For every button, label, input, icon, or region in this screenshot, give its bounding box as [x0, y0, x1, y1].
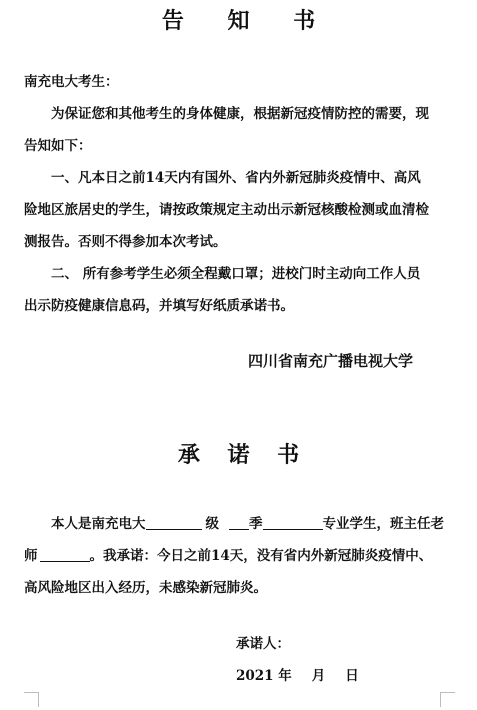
date-day: 日 — [345, 668, 359, 684]
pledge-text-season: 季 — [249, 516, 263, 532]
pledge-line1 — [24, 512, 477, 532]
pledge-text-grade: 级 — [205, 516, 219, 532]
pledge-text-teacher: 师 — [24, 548, 38, 564]
signer-label: 承诺人： — [236, 636, 290, 652]
date-month: 月 — [311, 668, 326, 684]
major-blank[interactable] — [263, 515, 323, 530]
season-blank[interactable] — [229, 515, 249, 530]
grade-blank[interactable] — [146, 515, 202, 530]
notice-item1-line2: 险地区旅居史的学生，请按政策规定主动出示新冠核酸检测或血清检 — [24, 202, 429, 218]
notice-issuer: 四川省南充广播电视大学 — [248, 352, 414, 370]
teacher-blank[interactable] — [40, 547, 90, 562]
notice-item1-line1: 一、凡本日之前14天内有国外、省内外新冠肺炎疫情中、高风 — [51, 170, 421, 186]
page-corner-mark-right — [440, 692, 455, 707]
date-year: 2021 年 — [236, 668, 292, 684]
notice-item2-line1: 二、 所有参考学生必须全程戴口罩；进校门时主动向工作人员 — [51, 266, 421, 282]
notice-intro-line1: 为保证您和其他考生的身体健康，根据新冠疫情防控的需要，现 — [51, 106, 429, 122]
pledge-text-major: 专业学生，班主任老 — [322, 516, 444, 532]
notice-intro-line2: 告知如下： — [24, 138, 92, 154]
page-corner-mark-left — [24, 692, 39, 707]
pledge-title: 承 诺 书 — [177, 442, 310, 468]
pledge-line2 — [24, 544, 454, 564]
notice-salutation: 南充电大考生： — [24, 74, 119, 90]
notice-title: 告 知 书 — [161, 8, 334, 34]
notice-item1-line3: 测报告。否则不得参加本次考试。 — [24, 234, 227, 250]
pledge-date — [236, 664, 359, 684]
notice-item2-line2: 出示防疫健康信息码，并填写好纸质承诺书。 — [24, 298, 294, 314]
pledge-text-school: 本人是南充电大 — [51, 516, 146, 532]
pledge-text-promise: 。我承诺：今日之前14天，没有省内外新冠肺炎疫情中、 — [89, 548, 433, 564]
pledge-line3: 高风险地区出入经历，未感染新冠肺炎。 — [24, 580, 267, 596]
